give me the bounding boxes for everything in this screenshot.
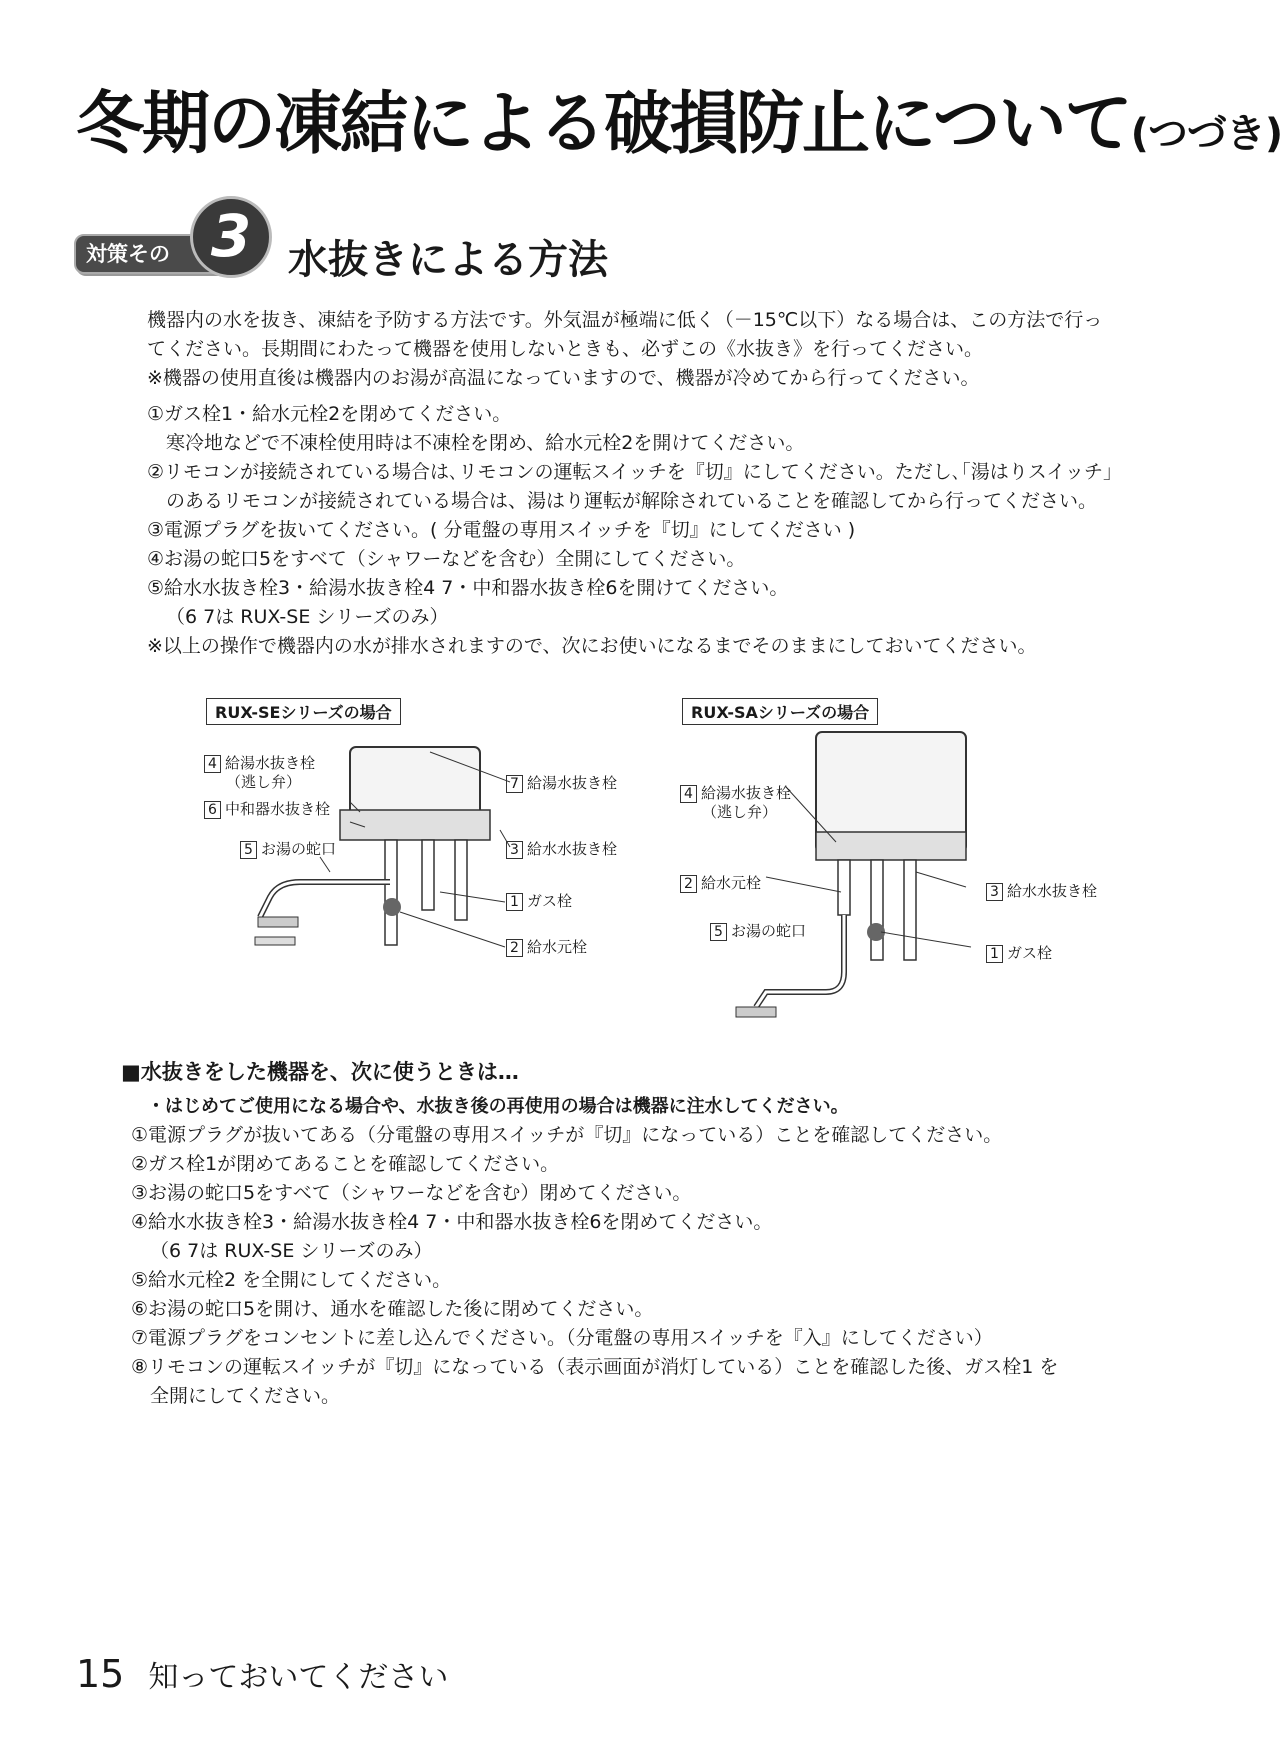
page-footer	[76, 1652, 448, 1696]
next-use-note: ・はじめてご使用になる場合や、水抜き後の再使用の場合は機器に注水してください。	[147, 1096, 849, 1117]
diagram-rux-se	[200, 692, 640, 992]
drain-step: 寒冷地などで不凍栓使用時は不凍栓を閉め、給水元栓2を開けてください。	[166, 432, 805, 454]
next-use-heading: ■水抜きをした機器を、次に使うときは…	[121, 1060, 519, 1084]
drain-step: ②リモコンが接続されている場合は､リモコンの運転スイッチを『切』にしてください。ただし､｢湯はりスイッチ｣	[147, 461, 1113, 483]
next-use-step: ②ガス栓1が閉めてあることを確認してください。	[131, 1153, 560, 1175]
callout-se-4: 4 給湯水抜き栓 （逃し弁）	[204, 754, 315, 791]
callout-se-7: 7 給湯水抜き栓	[506, 774, 617, 793]
next-use-step: ⑤給水元栓2 を全開にしてください。	[131, 1269, 452, 1291]
page-title-suffix: (つづき)	[1130, 111, 1282, 157]
badge-number: 3	[210, 202, 252, 270]
callout-se-2: 2 給水元栓	[506, 938, 587, 957]
page-title: 冬期の凍結による破損防止について(つづき)	[76, 85, 1282, 164]
drain-step: のあるリモコンが接続されている場合は、湯はり運転が解除されていることを確認してから行ってください。	[166, 490, 1098, 512]
callout-sa-5: 5 お湯の蛇口	[710, 922, 806, 941]
callout-se-5: 5 お湯の蛇口	[240, 840, 336, 859]
drain-steps	[147, 400, 1113, 661]
next-use-step: ⑧リモコンの運転スイッチが『切』になっている（表示画面が消灯している）ことを確認した後、ガス栓1 を	[131, 1356, 1059, 1378]
drain-step: ①ガス栓1・給水元栓2を閉めてください。	[147, 403, 512, 425]
badge-label: 対策その	[86, 242, 170, 266]
callout-se-3: 3 給水水抜き栓	[506, 840, 617, 859]
callout-sa-3: 3 給水水抜き栓	[986, 882, 1097, 901]
callout-sa-1: 1 ガス栓	[986, 944, 1052, 963]
next-use-step: ④給水水抜き栓3・給湯水抜き栓4 7・中和器水抜き栓6を閉めてください。	[131, 1211, 773, 1233]
next-use-step: ⑦電源プラグをコンセントに差し込んでください。（分電盤の専用スイッチを『入』にしてください）	[131, 1327, 993, 1349]
intro-line: 機器内の水を抜き、凍結を予防する方法です。外気温が極端に低く（－15℃以下）なる場合は、この方法で行っ	[147, 309, 1103, 331]
footer-section-name: 知っておいてください	[148, 1660, 449, 1695]
callout-sa-4: 4 給湯水抜き栓 （逃し弁）	[680, 784, 791, 821]
intro-line: てください。長期間にわたって機器を使用しないときも、必ずこの《水抜き》を行ってください。	[147, 338, 984, 360]
next-use-step: ①電源プラグが抜いてある（分電盤の専用スイッチが『切』になっている）ことを確認してください。	[131, 1124, 1003, 1146]
drain-step: ④お湯の蛇口5をすべて（シャワーなどを含む）全開にしてください。	[147, 548, 746, 570]
diagram-rux-sa	[676, 692, 1116, 1032]
callout-se-6: 6 中和器水抜き栓	[204, 800, 330, 819]
countermeasure-badge	[70, 196, 280, 280]
next-use-steps	[131, 1121, 1058, 1411]
section-heading: 水抜きによる方法	[288, 237, 608, 283]
drain-step: ⑤給水水抜き栓3・給湯水抜き栓4 7・中和器水抜き栓6を開けてください。	[147, 577, 789, 599]
drain-step: ③電源プラグを抜いてください。( 分電盤の専用スイッチを『切』にしてください )	[147, 519, 856, 541]
callout-sa-2: 2 給水元栓	[680, 874, 761, 893]
intro-text	[147, 306, 1102, 393]
callout-se-1: 1 ガス栓	[506, 892, 572, 911]
diagram-label-se: RUX-SEシリーズの場合	[206, 698, 401, 725]
drain-step: （6 7は RUX-SE シリーズのみ）	[166, 606, 449, 628]
next-use-step: 全開にしてください。	[150, 1385, 341, 1407]
next-use-step: ⑥お湯の蛇口5を開け、通水を確認した後に閉めてください。	[131, 1298, 654, 1320]
next-use-step: （6 7は RUX-SE シリーズのみ）	[150, 1240, 433, 1262]
drain-note: ※以上の操作で機器内の水が排水されますので、次にお使いになるまでそのままにしておいてください。	[147, 635, 1037, 657]
page-number: 15	[76, 1652, 125, 1696]
diagram-label-sa: RUX-SAシリーズの場合	[682, 698, 878, 725]
water-heater-sa-illustration	[676, 692, 1116, 1032]
next-use-step: ③お湯の蛇口5をすべて（シャワーなどを含む）閉めてください。	[131, 1182, 692, 1204]
intro-note: ※機器の使用直後は機器内のお湯が高温になっていますので、機器が冷めてから行ってください。	[147, 367, 980, 389]
